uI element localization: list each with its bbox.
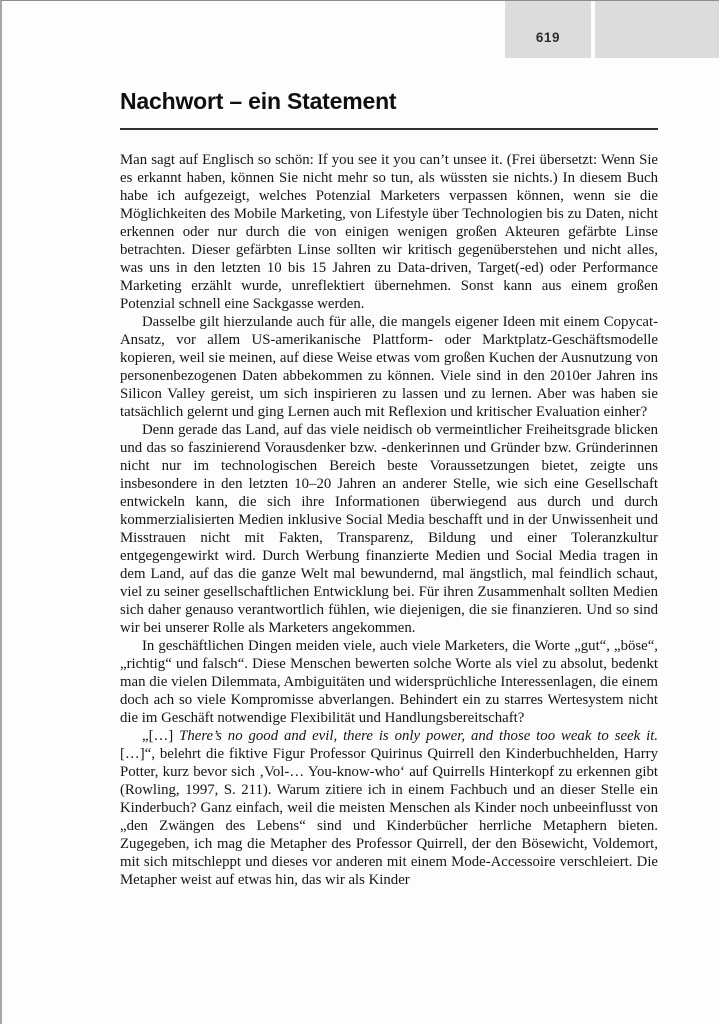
paragraph-text: Denn gerade das Land, auf das viele neidisch ob vermeintlicher Freiheitsgrade blicken und das so faszinierend Vorausdenker bzw. -denkerinnen und Gründer bzw. Gründerinnen nicht nur im technologischen Bereich beste Voraussetzungen bietet, zeigte uns insbesondere in den letzten 10–20 Jahren an anderer Stelle, wie sich eine Gesellschaft entwickeln kann, die sich ihre Informationen überwiegend aus durch und durch kommerzialisierten Medien inklusive Social Media beschafft und in der Unwissenheit und Misstrauen nicht mit Fakten, Transparenz, Bildung und einer Toleranzkultur entgegengewirkt wird. Durch Werbung finanzierte Medien und Social Media tragen in dem Land, auf das die ganze Welt mal bewundernd, mal ängstlich, mal feindlich schaut, viel zu seiner gesellschaftlichen Entwicklung bei. Für ihren Zusammenhalt sollten Medien sich daher genauso verantwortlich fühlen, wie diejenigen, die sie finanzieren. Und so sind wir bei unserer Rolle als Marketers angekommen. (120, 422, 658, 636)
quote-italic-text: There’s no good and evil, there is only power, and those too weak to seek it. (179, 728, 659, 744)
paragraph-text: Dasselbe gilt hierzulande auch für alle, die mangels eigener Ideen mit einem Copycat-Ansatz, vor allem US-amerikanische Plattform- oder Marktplatz-Geschäftsmodelle kopieren, weil sie meinen, auf diese Weise etwas vom großen Kuchen der Ausnutzung von personenbezogenen Daten abbekommen zu können. Viele sind in den 2010er Jahren ins Silicon Valley gereist, um sich inspirieren zu lassen und zu lernen. Aber was haben sie tatsächlich gelernt und ging Lernen auch mit Reflexion und kritischer Evaluation einher? (120, 314, 658, 420)
paragraph-text: Man sagt auf Englisch so schön: If you see it you can’t unsee it. (Frei übersetzt: Wenn Sie es erkannt haben, können Sie nicht mehr so tun, als wüssten sie nichts.) In diesem Buch habe ich aufgezeigt, welches Potenzial Marketers verpassen können, wenn sie die Möglichkeiten des Mobile Marketing, von Lifestyle über Technologien bis zu Daten, nicht erkennen oder nur durch die von einigen wenigen großen Akteuren gefärbte Linse betrachten. Dieser gefärbten Linse sollten wir kritisch gegenüberstehen und nicht alles, was uns in den letzten 10 bis 15 Jahren zu Data-driven, Target(-ed) oder Performance Marketing erzählt wurde, unreflektiert übernehmen. Sonst kann aus einem großen Potenzial schnell eine Sackgasse werden. (120, 152, 658, 312)
paragraph (120, 637, 658, 727)
paragraph-text: […]“, belehrt die fiktive Figur Professor Quirinus Quirrell den Kinderbuchhelden, Harry Potter, kurz bevor sich ‚Vol-… You-know-who‘ auf Quirrells Hinterkopf zu erkennen gibt (Rowling, 1997, S. 211). Warum zitiere ich in einem Fachbuch und an dieser Stelle ein Kinderbuch? Ganz einfach, weil die meisten Menschen als Kinder noch unbeeinflusst von „den Zwängen des Lebens“ sind und Kinderbücher herrliche Metaphern bieten. Zugegeben, ich mag die Metapher des Professor Quirrell, der den Bösewicht, Voldemort, mit sich mitschleppt und dieses vor anderen mit einem Mode-Accessoire verschleiert. Die Metapher weist auf etwas hin, das wir als Kinder (120, 746, 658, 888)
page-number: 619 (535, 29, 561, 45)
chapter-title: Nachwort – ein Statement (120, 88, 397, 114)
paragraph (120, 727, 658, 889)
text-column (120, 1, 658, 889)
paragraph (120, 151, 658, 313)
paragraph (120, 313, 658, 421)
paragraph (120, 421, 658, 637)
paragraph-text: „[…] (142, 728, 180, 744)
body-paragraphs (120, 151, 658, 889)
title-rule (120, 128, 658, 130)
paragraph-text: In geschäftlichen Dingen meiden viele, auch viele Marketers, die Worte „gut“, „böse“, „richtig“ und falsch“. Diese Menschen bewerten solche Worte als viel zu absolut, bedenkt man die vielen Dilemmata, Ambiguitäten und widersprüchliche Interessenlagen, die einem doch ach so viele Kompromisse abverlangen. Behindert ein zu starres Wertesystem nicht die im Geschäft notwendige Flexibilität und Handlungsbereitschaft? (120, 638, 658, 726)
